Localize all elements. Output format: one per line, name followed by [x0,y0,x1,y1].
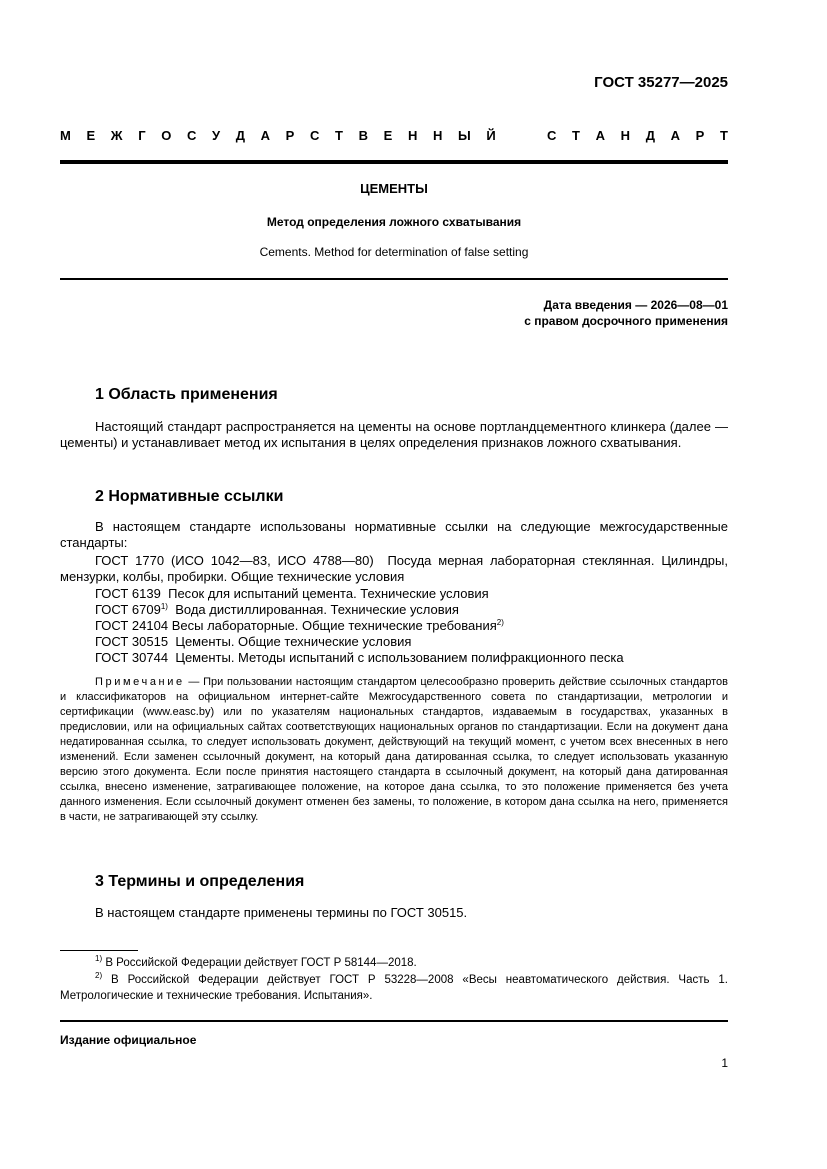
spaced-letter: Ы [458,128,471,143]
footnote-separator [60,950,138,951]
title-rule [60,278,728,280]
spaced-letter: Ж [110,128,123,143]
spaced-letter: Т [719,128,728,143]
footnote [60,972,728,1004]
spaced-letter: О [161,128,172,143]
footnote-mark: 2) [95,971,103,980]
spaced-letter: Т [572,128,580,143]
reference-item [95,618,728,634]
section-1-text: Настоящий стандарт распространяется на цементы на основе портландцементного клинкера (далее — цементы) и устанавливает метод их испытания в целях определения признаков ложного схватывания. [60,419,728,450]
spaced-letter: М [60,128,71,143]
spaced-letter: Д [645,128,655,143]
footnote-mark: 2) [496,618,504,627]
reference-title: Вода дистиллированная. Технические условия [175,602,459,617]
section-2-heading: 2 Нормативные ссылки [95,488,284,505]
reference-title: Посуда мерная лабораторная стеклянная. Цилиндры, мензурки, колбы, пробирки. Общие технические условия [60,553,728,584]
spaced-letter: У [212,128,221,143]
gost-number: ГОСТ 35277—2025 [594,74,728,91]
footnote-mark: 1) [95,954,103,963]
spaced-letter: А [670,128,680,143]
section-3-text: В настоящем стандарте применены термины по ГОСТ 30515. [95,905,468,920]
spaced-letter: С [547,128,557,143]
spaced-letter: Г [138,128,146,143]
word-gap [511,128,531,143]
official-edition-label: Издание официальное [60,1033,197,1047]
reference-item [95,602,728,618]
note-label: Примечание [95,676,185,688]
spaced-letter: Е [383,128,393,143]
reference-code: ГОСТ 6139 [95,586,161,601]
footnote-mark: 1) [160,602,168,611]
footnote-text: В Российской Федерации действует ГОСТ Р 53228—2008 «Весы неавтоматического действия. Часть 1. Метрологические и технические требования. Испытания». [60,974,728,1002]
reference-item [95,650,728,666]
reference-title: Цементы. Методы испытаний с использованием полифракционного песка [175,650,624,665]
spaced-letter: А [595,128,606,143]
english-title: Cements. Method for determination of false setting [259,245,529,259]
spaced-letter: А [260,128,271,143]
reference-item [95,634,728,650]
reference-title: Песок для испытаний цемента. Технические условия [168,586,489,601]
reference-item [95,586,728,602]
reference-title: Весы лабораторные. Общие технические требования [171,618,497,633]
reference-code: ГОСТ 30744 [95,650,169,665]
spaced-letter: Д [235,128,245,143]
section-3-heading: 3 Термины и определения [95,873,305,890]
document-subtitle: Метод определения ложного схватывания [266,215,522,229]
section-2-intro: В настоящем стандарте использованы нормативные ссылки на следующие межгосударственные стандарты: [60,519,728,550]
spaced-letter: Р [285,128,295,143]
introduction-date-line: Дата введения — 2026—08—01 [543,298,728,312]
spaced-letter: Й [486,128,496,143]
spaced-letter: Е [86,128,96,143]
reference-code: ГОСТ 24104 [95,618,169,633]
reference-item [60,553,728,585]
footnote [60,955,728,971]
reference-code: ГОСТ 1770 (ИСО 1042—83, ИСО 4788—80) [95,553,374,568]
spaced-letter: Н [432,128,443,143]
introduction-date [400,297,728,329]
footnote-text: В Российской Федерации действует ГОСТ Р 58144—2018. [102,957,417,969]
section-1-heading: 1 Область применения [95,386,278,403]
page-number: 1 [721,1056,728,1070]
reference-code: ГОСТ 30515 [95,634,169,649]
reference-title: Цементы. Общие технические условия [175,634,412,649]
early-application-line: с правом досрочного применения [524,314,728,328]
header-rule [60,160,728,164]
standard-type-heading [60,128,728,143]
spaced-letter: Р [695,128,705,143]
spaced-letter: В [358,128,368,143]
reference-code: ГОСТ 6709 [95,602,161,617]
spaced-letter: Т [335,128,343,143]
document-title: ЦЕМЕНТЫ [360,181,428,196]
spaced-letter: Н [620,128,631,143]
footer-rule [60,1020,728,1022]
note-text: — При пользовании настоящим стандартом целесообразно проверить действие ссылочных стандартов и классификаторов на официальном интернет-сайте Межгосударственного совета по стандартизации, метрологии и сертификации (www.easc.by) или по указателям национальных стандартов, издаваемым в государствах, указанных в предисловии, или на официальных сайтах соответствующих национальных органов по стандартизации. Если на документ дана недатированная ссылка, то следует использовать документ, действующий на текущий момент, с учетом всех внесенных в него изменений. Если заменен ссылочный документ, на который дана датированная ссылка, то следует использовать указанную версию этого документа. Если после принятия настоящего стандарта в ссылочный документ, на который дана датированная ссылка, внесено изменение, затрагивающее положение, на которое дана ссылка, то это положение применяется без учета данного изменения. Если ссылочный документ отменен без замены, то положение, в котором дана ссылка на него, применяется в части, не затрагивающей эту ссылку. [60,676,728,823]
note [60,675,728,825]
spaced-letter: С [309,128,320,143]
spaced-letter: С [186,128,197,143]
spaced-letter: Н [407,128,418,143]
